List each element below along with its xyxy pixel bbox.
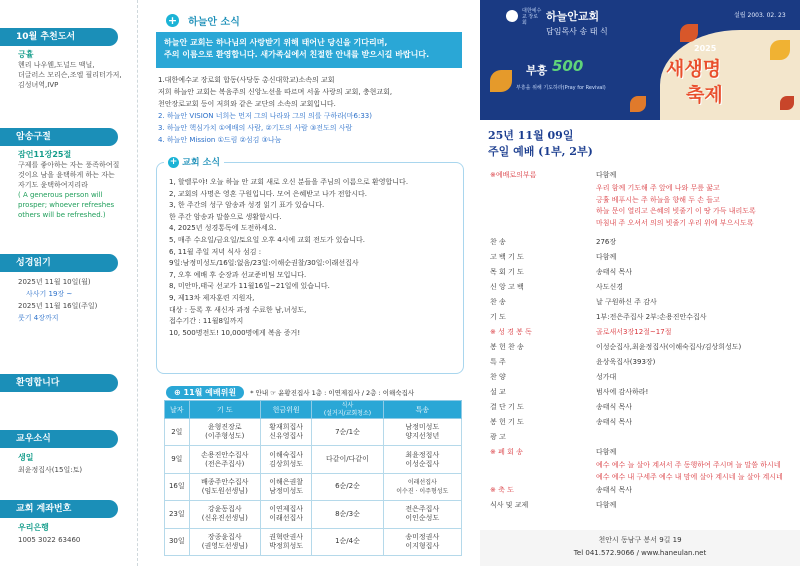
news-item: 2, 교회의 사명은 영혼 구원입니다. 모여 은혜받고 나가 전합시다. <box>169 189 367 198</box>
intro-line: 1.대한예수교 장로회 합동(사당동 총신대학교)소속의 교회 <box>158 76 335 84</box>
order-value: 송태식 목사 <box>596 268 633 276</box>
order-row <box>484 460 796 472</box>
table-row <box>165 528 462 555</box>
table-cell: 강윤동집사 (신유진선생님) <box>189 501 260 528</box>
order-row <box>484 310 796 325</box>
festival-title: 새생명 <box>666 58 722 80</box>
order-value: 다함께 <box>596 171 617 179</box>
table-cell: 2일 <box>165 419 190 446</box>
welcome-banner <box>156 32 462 68</box>
table-cell: 8순/3순 <box>312 501 383 528</box>
order-label: 봉 헌 기 도 <box>490 418 524 426</box>
news-item: 8, 미안마,태국 선교가 11월16일~21일에 있습니다. <box>169 282 330 291</box>
table-cell: 이연제집사 이래선집사 <box>260 501 311 528</box>
order-value: 다함께 <box>596 253 617 261</box>
section-title: 하늘안 소식 <box>188 17 240 28</box>
leaf-icon <box>780 96 794 110</box>
church-name: 하늘안교회 <box>546 10 600 23</box>
reading-line: 룻기 4장까지 <box>18 314 59 322</box>
order-value: 예수 예수 늘 살아 계셔서 주 동행하여 주시며 늘 말씀 하시네 <box>596 461 781 469</box>
news-item: 3, 한 주간의 성구 암송과 성경 읽기 표가 있습니다. <box>169 201 325 210</box>
table-cell: 황재희집사 신유영집사 <box>260 419 311 446</box>
news-item: 9, 제13차 제자훈련 지원자, <box>169 293 255 302</box>
schedule-pill <box>166 386 244 399</box>
church-address: 천안시 동남구 봉서 9길 19 <box>598 536 682 544</box>
schedule-header <box>166 386 462 399</box>
order-value: 윤상욱집사(393장) <box>596 358 656 366</box>
order-label: 찬 송 <box>490 238 506 246</box>
recommended-books <box>0 28 138 90</box>
order-label: 고 백 기 도 <box>490 253 524 261</box>
book-line: 더글러스 모리슨,조엘 필리터가저, <box>18 71 122 79</box>
leaf-icon <box>680 24 698 42</box>
schedule-note: * 안내 ☞ 윤황진집사 1층 : 이연제집사 / 2층 : 이해숙집사 <box>250 389 415 397</box>
revival-number: 500 <box>552 57 584 75</box>
order-row <box>484 415 796 430</box>
verse-line: 구제를 좋아하는 자는 풍족하여질 <box>18 161 120 169</box>
table-cell: 권혁란권사 박정희성도 <box>260 528 311 555</box>
table-cell: 1순/4순 <box>312 528 383 555</box>
order-label: 목 회 기 도 <box>490 268 524 276</box>
order-value: 송태식 목사 <box>596 418 633 426</box>
church-intro <box>158 74 462 146</box>
table-cell: 30일 <box>165 528 190 555</box>
table-cell: 16일 <box>165 473 190 500</box>
order-row <box>484 265 796 280</box>
column-header: 특송 <box>383 401 461 419</box>
table-cell: 이해숙집사 김상희성도 <box>260 446 311 473</box>
order-value: 1부:전은주집사 2부:손용진안수집사 <box>596 313 707 321</box>
table-cell: 남정미성도 양지선청년 <box>383 419 461 446</box>
intro-line: 3. 하늘안 핵심가치 ①예배의 사람, ②기도의 사람 ③전도의 사람 <box>158 124 353 132</box>
reading-line: 2025년 11월 16일(주일) <box>18 302 98 310</box>
member-news <box>0 430 138 476</box>
reading-line: 2025년 11월 10일(월) <box>18 278 91 286</box>
intro-line: 4. 하늘안 Mission ①드림 ②섬김 ③나눔 <box>158 136 282 144</box>
order-value: 예수 예수 내 구세주 예수 내 맘에 살아 계시네 늘 살아 계시네 <box>596 472 783 481</box>
bank-name: 우리은행 <box>18 523 49 532</box>
right-column <box>480 0 800 566</box>
festival-title-2: 축제 <box>686 84 723 106</box>
order-row <box>484 340 796 355</box>
order-row <box>484 498 796 513</box>
leaf-icon <box>630 96 646 112</box>
verse-line: 것이요 남을 윤택하게 하는 자는 <box>18 171 115 179</box>
order-value: 긍휼 베푸시는 주 하늘을 향해 두 손 들고 <box>596 195 720 204</box>
order-label: 식사 및 교제 <box>490 501 529 509</box>
order-value: 사도신경 <box>596 283 624 291</box>
birthday-label: 생일 <box>18 453 34 462</box>
order-row <box>484 400 796 415</box>
order-value: 송태식 목사 <box>596 486 633 494</box>
table-cell: 배종주안수집사 (임도원선생님) <box>189 473 260 500</box>
news-item: 7, 오후 예배 후 순장과 선교준비팀 모입니다. <box>169 270 307 279</box>
verse-heading: 암송구절 <box>0 128 118 146</box>
founded-date: 설립 2003. 02. 23 <box>734 12 786 19</box>
order-row <box>484 472 796 484</box>
table-cell: 이래선집사 이수진 · 이주형성도 <box>383 473 461 500</box>
reading-heading: 성경읽기 <box>0 254 118 272</box>
order-label: 특 주 <box>490 358 506 366</box>
order-row <box>484 295 796 310</box>
column-header: 헌금위원 <box>260 401 311 419</box>
order-value: 다함께 <box>596 501 617 509</box>
order-row <box>484 168 796 183</box>
news-title: 교회 소식 <box>182 158 221 168</box>
pastor-name: 담임목사 송 태 식 <box>546 27 608 36</box>
order-value: 골로새서3장12절~17절 <box>596 328 672 336</box>
news-item: 대상 : 등록 후 새신자 과정 수료한 남,녀성도, <box>169 305 307 314</box>
table-cell: 윤형진장로 (이주형성도) <box>189 419 260 446</box>
order-row <box>484 430 796 445</box>
table-cell: 장종윤집사 (권영도선생님) <box>189 528 260 555</box>
book-line: 헨리 나우웬,도널드 맥닐, <box>18 61 95 69</box>
order-label: ※예배로의부름 <box>490 171 537 179</box>
verse-ref: 잠언11장25절 <box>18 150 72 159</box>
reading-line: 사사기 19장 ~ <box>26 290 73 298</box>
order-row <box>484 483 796 498</box>
order-row <box>484 218 796 230</box>
order-row <box>484 355 796 370</box>
footer <box>480 530 800 566</box>
table-cell: 이해은권찰 남정미성도 <box>260 473 311 500</box>
order-label: ※ 성 경 봉 독 <box>490 328 532 336</box>
order-row <box>484 235 796 250</box>
intro-line: 저희 하늘안 교회는 복음주의 신앙노선을 따르며 서울 사랑의 교회, 충현교회, <box>158 88 393 96</box>
news-header <box>166 10 240 29</box>
plus-icon: + <box>169 157 178 167</box>
table-row <box>165 446 462 473</box>
intro-line: 2. 하늘안 VISION 너희는 먼저 그의 나라와 그의 의를 구하라(마6:33) <box>158 112 372 120</box>
table-cell: 다같이/다같이 <box>312 446 383 473</box>
news-item: 1, 할렐루야! 오늘 하늘 안 교회 새로 오신 분들을 주님의 이름으로 환영합니다. <box>169 178 409 186</box>
book-line: 김성녀역,IVP <box>18 81 59 89</box>
service-title <box>488 128 593 160</box>
memory-verse <box>0 128 138 220</box>
birthday-line: 최윤정집사(15일:토) <box>18 466 83 474</box>
table-cell: 최윤정집사 이성순집사 <box>383 446 461 473</box>
news-tab <box>164 155 224 168</box>
service-name: 주일 예배 (1부, 2부) <box>488 145 593 158</box>
news-item: 9일:남정미성도/16일:없음/23일:이해순권찰/30일:이래선집사 <box>169 259 359 268</box>
service-date: 25년 11월 09일 <box>488 129 574 142</box>
order-value: 하늘 문이 열리고 은혜의 빗줄기 이 땅 가득 내리도록 <box>596 207 756 215</box>
book-title: 긍휼 <box>18 50 34 59</box>
table-cell: 9일 <box>165 446 190 473</box>
leaf-icon <box>770 40 790 60</box>
order-label: 결 단 기 도 <box>490 403 524 411</box>
schedule-table <box>164 400 462 556</box>
left-column <box>0 0 138 566</box>
welcome-heading: 환영합니다 <box>0 374 118 392</box>
plus-icon: ⊕ <box>174 388 184 397</box>
table-header-row <box>165 401 462 419</box>
column-header: 날자 <box>165 401 190 419</box>
order-row <box>484 250 796 265</box>
schedule-pill-label: 11월 예배위원 <box>183 388 237 397</box>
order-row <box>484 195 796 207</box>
order-value: 범사에 감사하라! <box>596 388 649 396</box>
order-value: 다함께 <box>596 448 617 456</box>
order-value: 송태식 목사 <box>596 403 633 411</box>
banner-line: 주의 이름으로 환영합니다. 새가족실에서 친절한 안내를 받으시길 바랍니다. <box>164 50 430 59</box>
order-label: 설 교 <box>490 388 506 396</box>
table-cell: 손용진안수집사 (전은주집사) <box>189 446 260 473</box>
order-label: 찬 양 <box>490 373 506 381</box>
table-cell: 23일 <box>165 501 190 528</box>
table-row <box>165 419 462 446</box>
order-label: ※ 축 도 <box>490 486 514 494</box>
column-header: 식사 (설거지/교회청소) <box>312 401 383 419</box>
account-heading: 교회 계좌번호 <box>0 500 118 518</box>
welcome <box>0 374 138 392</box>
hero-banner <box>480 0 800 120</box>
plus-icon: + <box>167 14 178 27</box>
worship-order <box>484 168 796 513</box>
verse-en: others will be refreshed.) <box>18 211 106 219</box>
middle-column <box>148 0 468 566</box>
order-label: 찬 송 <box>490 298 506 306</box>
verse-en: prosper; whoever refreshes <box>18 201 115 209</box>
table-cell: 송미정권사 이지형집사 <box>383 528 461 555</box>
column-header: 기 도 <box>189 401 260 419</box>
revival-label: 부흥 <box>526 64 548 77</box>
news-box <box>156 162 464 374</box>
order-row <box>484 183 796 195</box>
verse-line: 자기도 윤택하여지리라 <box>18 181 88 189</box>
news-item: 한 주간 암송과 말씀으로 생활합시다. <box>169 212 282 221</box>
table-cell: 7순/1순 <box>312 419 383 446</box>
order-row <box>484 385 796 400</box>
news-item: 6, 11월 주일 저녁 식사 섬김 : <box>169 247 262 256</box>
order-row <box>484 370 796 385</box>
bible-reading <box>0 254 138 324</box>
church-logo-icon <box>506 10 518 22</box>
order-label: 신 앙 고 백 <box>490 283 524 291</box>
news-item: 4, 2025년 성경통독에 도전하세요. <box>169 224 277 233</box>
order-row <box>484 325 796 340</box>
news-item: 10, 500명전도! 10,000명에게 복음 증거! <box>169 328 301 337</box>
leaf-icon <box>490 70 512 92</box>
order-row <box>484 445 796 460</box>
order-value: 276장 <box>596 238 617 246</box>
news-item: 5, 매주 수요일/금요일/토요일 오후 4시에 교회 전도가 있습니다. <box>169 235 365 244</box>
table-cell: 전은주집사 이인순성도 <box>383 501 461 528</box>
order-value: 날 구원하신 주 감사 <box>596 298 657 306</box>
banner-line: 하늘안 교회는 하나님의 사랑받기 위해 태어난 당신을 기다리며, <box>164 38 388 47</box>
table-cell: 6순/2순 <box>312 473 383 500</box>
order-row <box>484 206 796 218</box>
order-label: 광 고 <box>490 433 506 441</box>
order-label: ※ 폐 회 송 <box>490 448 523 456</box>
order-row <box>484 280 796 295</box>
order-value: 우리 함께 기도해 주 앞에 나와 무릎 꿇고 <box>596 184 720 192</box>
books-heading: 10월 추천도서 <box>0 28 118 46</box>
church-denomination: 대한예수교 장로회 <box>522 8 542 26</box>
table-row <box>165 473 462 500</box>
order-value: 이성순집사,최윤정집사(이해숙집사/김상희성도) <box>596 343 742 351</box>
order-value: 성가대 <box>596 373 617 381</box>
members-heading: 교우소식 <box>0 430 118 448</box>
account-number: 1005 3022 63460 <box>18 536 81 544</box>
festival-year: 2025 <box>694 44 717 53</box>
order-label: 봉 헌 찬 송 <box>490 343 524 351</box>
verse-en: ( A generous person will <box>18 191 103 199</box>
order-value: 마침내 주 오셔서 의의 빗줄기 우리 위에 부으시도록 <box>596 218 754 227</box>
account-info <box>0 500 138 546</box>
order-label: 기 도 <box>490 313 506 321</box>
intro-line: 천안장로교회 등이 저희와 같은 교단의 소속의 교회입니다. <box>158 100 336 108</box>
table-row <box>165 501 462 528</box>
church-contact: Tel 041.572.9066 / www.haneulan.net <box>573 549 707 557</box>
revival-subtitle: 부흥을 위해 기도하라(Pray for Revival) <box>516 85 606 91</box>
news-item: 접수기간 : 11월8일까지 <box>169 317 244 326</box>
